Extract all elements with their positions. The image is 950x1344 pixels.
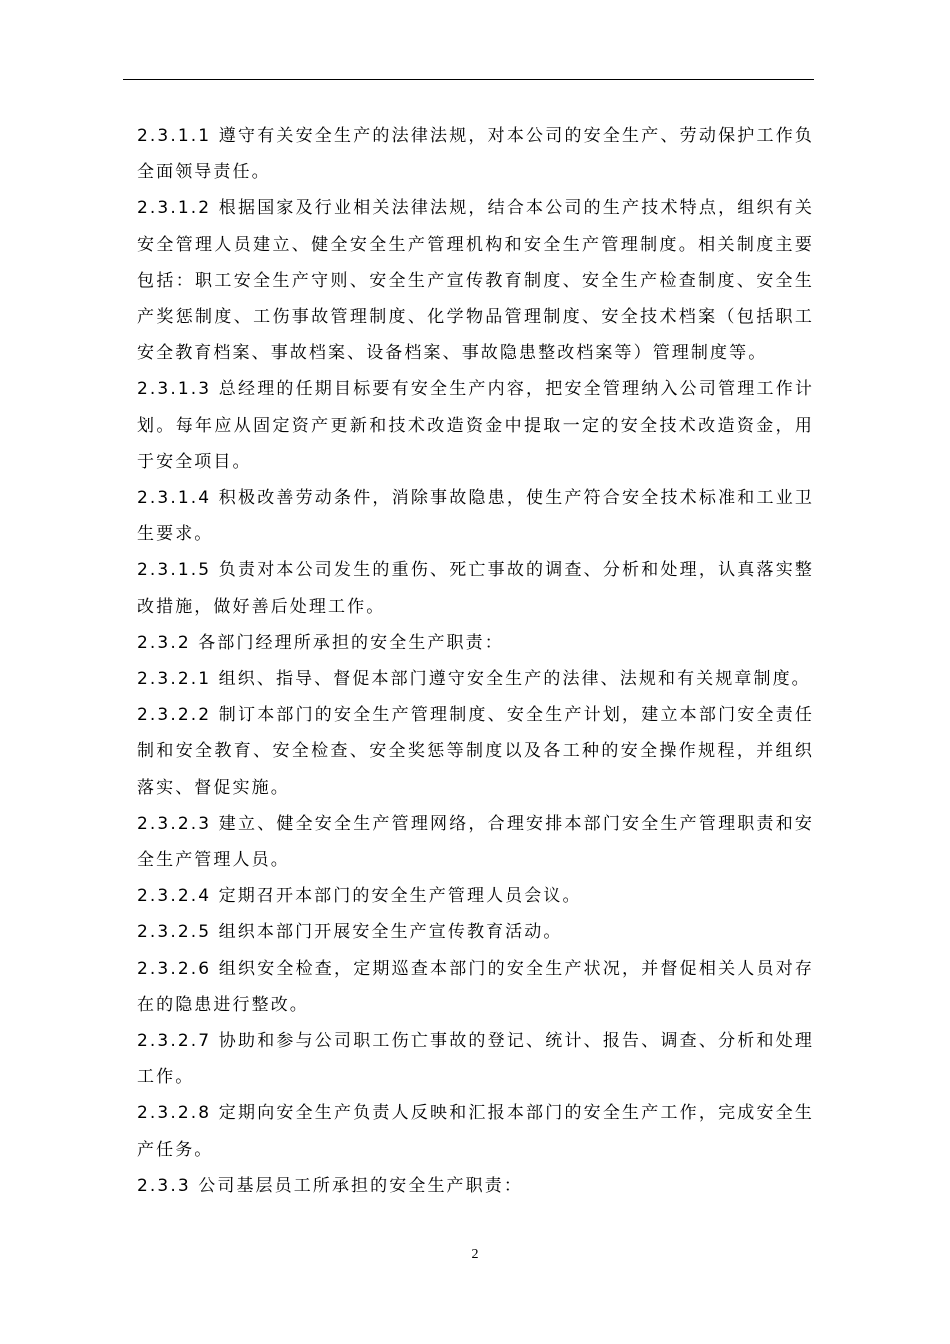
heading-2-3-3: 2.3.3 公司基层员工所承担的安全生产职责： <box>137 1175 523 1196</box>
paragraph-2-3-2-8: 2.3.2.8 定期向安全生产负责人反映和汇报本部门的安全生产工作，完成安全生产任务。 <box>137 1103 814 1160</box>
paragraph-2-3-2-4: 2.3.2.4 定期召开本部门的安全生产管理人员会议。 <box>137 886 582 907</box>
paragraph-2-3-2-1: 2.3.2.1 组织、指导、督促本部门遵守安全生产的法律、法规和有关规章制度。 <box>137 669 811 690</box>
paragraph-2-3-2-5: 2.3.2.5 组织本部门开展安全生产宣传教育活动。 <box>137 922 563 943</box>
paragraph-2-3-2-3: 2.3.2.3 建立、健全安全生产管理网络，合理安排本部门安全生产管理职责和安全生产管理人员。 <box>137 813 814 871</box>
paragraph-2-3-2-6: 2.3.2.6 组织安全检查，定期巡查本部门的安全生产状况，并督促相关人员对存在的隐患进行整改。 <box>137 958 814 1015</box>
paragraph-2-3-1-5: 2.3.1.5 负责对本公司发生的重伤、死亡事故的调查、分析和处理，认真落实整改措施，做好善后处理工作。 <box>137 560 814 617</box>
paragraph-2-3-1-2: 2.3.1.2 根据国家及行业相关法律法规，结合本公司的生产技术特点，组织有关安全管理人员建立、健全安全生产管理机构和安全生产管理制度。相关制度主要包括：职工安全生产守则、安全生产宣传教育制度、安全生产检查制度、安全生产奖惩制度、工伤事故管理制度、化学物品管理制度、安全技术档案（包括职工安全教育档案、事故档案、设备档案、事故隐患整改档案等）管理制度等。 <box>137 198 814 364</box>
page-number: 2 <box>471 1247 479 1262</box>
header-rule <box>123 79 814 80</box>
paragraph-2-3-2-2: 2.3.2.2 制订本部门的安全生产管理制度、安全生产计划，建立本部门安全责任制和安全教育、安全检查、安全奖惩等制度以及各工种的安全操作规程，并组织落实、督促实施。 <box>137 705 814 798</box>
paragraph-2-3-2-7: 2.3.2.7 协助和参与公司职工伤亡事故的登记、统计、报告、调查、分析和处理工作。 <box>137 1031 814 1088</box>
paragraph-2-3-1-4: 2.3.1.4 积极改善劳动条件，消除事故隐患，使生产符合安全技术标准和工业卫生要求。 <box>137 488 814 545</box>
paragraph-2-3-1-3: 2.3.1.3 总经理的任期目标要有安全生产内容，把安全管理纳入公司管理工作计划。每年应从固定资产更新和技术改造资金中提取一定的安全技术改造资金，用于安全项目。 <box>137 379 814 472</box>
document-body <box>137 118 814 1204</box>
heading-2-3-2: 2.3.2 各部门经理所承担的安全生产职责： <box>137 632 504 653</box>
paragraph-2-3-1-1: 2.3.1.1 遵守有关安全生产的法律法规，对本公司的安全生产、劳动保护工作负全面领导责任。 <box>137 126 814 183</box>
